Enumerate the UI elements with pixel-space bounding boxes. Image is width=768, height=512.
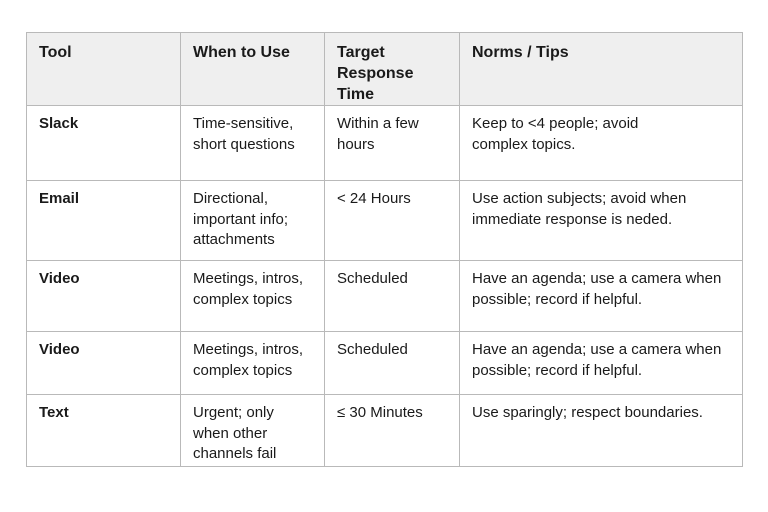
cell-tool: Text xyxy=(27,395,181,467)
header-row xyxy=(27,33,743,106)
cell-response-time: Within a few hours xyxy=(325,106,460,181)
header-target-response-time: Target Response Time xyxy=(325,33,460,106)
cell-tool: Email xyxy=(27,181,181,261)
cell-when-to-use: Meetings, intros, complex topics xyxy=(181,332,325,395)
header-norms-tips: Norms / Tips xyxy=(460,33,743,106)
table-row xyxy=(27,332,743,395)
communication-tools-table xyxy=(26,32,743,467)
cell-norms-tips: Use sparingly; respect boundaries. xyxy=(460,395,743,467)
cell-response-time: < 24 Hours xyxy=(325,181,460,261)
communication-tools-table-container xyxy=(26,32,742,467)
cell-response-time: Scheduled xyxy=(325,261,460,332)
cell-when-to-use: Directional, important info; attachments xyxy=(181,181,325,261)
cell-response-time: Scheduled xyxy=(325,332,460,395)
cell-tool: Video xyxy=(27,261,181,332)
cell-tool: Slack xyxy=(27,106,181,181)
cell-response-time: ≤ 30 Minutes xyxy=(325,395,460,467)
header-tool: Tool xyxy=(27,33,181,106)
table-row xyxy=(27,395,743,467)
cell-when-to-use: Urgent; only when other channels fail xyxy=(181,395,325,467)
cell-when-to-use: Time-sensitive, short questions xyxy=(181,106,325,181)
cell-norms-tips: Use action subjects; avoid when immediate response is neded. xyxy=(460,181,743,261)
table-row xyxy=(27,106,743,181)
cell-norms-tips: Keep to <4 people; avoid complex topics. xyxy=(460,106,743,181)
cell-norms-tips: Have an agenda; use a camera when possible; record if helpful. xyxy=(460,332,743,395)
cell-tool: Video xyxy=(27,332,181,395)
header-when-to-use: When to Use xyxy=(181,33,325,106)
table-row xyxy=(27,261,743,332)
table-row xyxy=(27,181,743,261)
cell-when-to-use: Meetings, intros, complex topics xyxy=(181,261,325,332)
cell-norms-tips: Have an agenda; use a camera when possible; record if helpful. xyxy=(460,261,743,332)
